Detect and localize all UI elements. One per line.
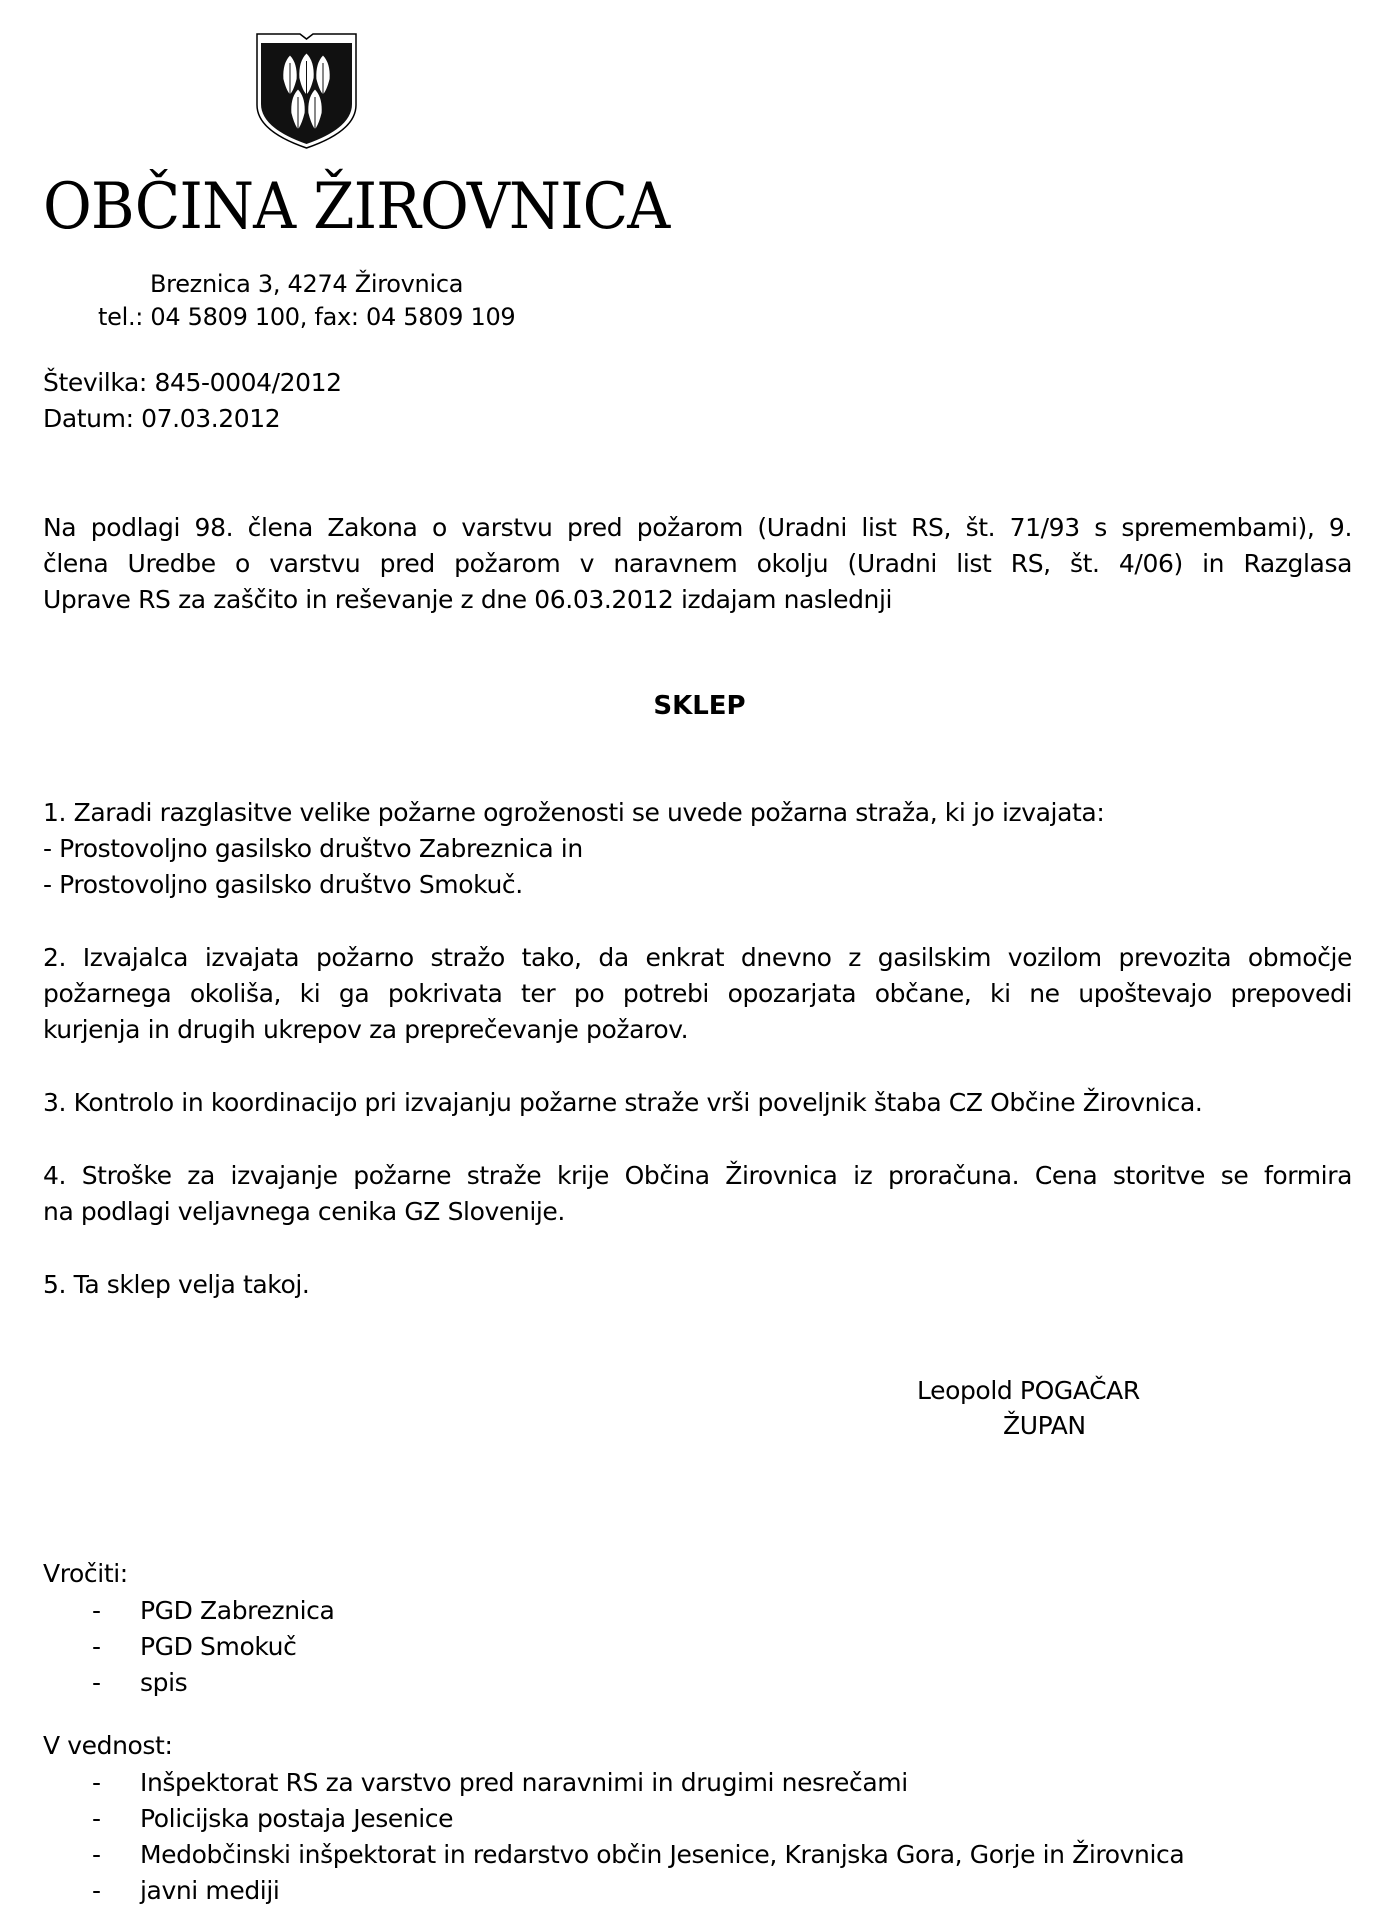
- signatory-role: ŽUPAN: [1003, 1411, 1086, 1440]
- document-number: Številka: 845-0004/2012: [43, 368, 342, 397]
- item-1-line: 1. Zaradi razglasitve velike požarne ogroženosti se uvede požarna straža, ki jo izvajata:: [43, 798, 1105, 827]
- deliver-item: spis: [140, 1668, 188, 1697]
- preamble-line: Uprave RS za zaščito in reševanje z dne 06.03.2012 izdajam naslednji: [43, 585, 893, 614]
- document-date: Datum: 07.03.2012: [43, 404, 281, 433]
- item-5-line: 5. Ta sklep velja takoj.: [43, 1270, 310, 1299]
- notify-item: Policijska postaja Jesenice: [140, 1804, 454, 1833]
- signatory-name: Leopold POGAČAR: [917, 1376, 1140, 1405]
- item-1-line: - Prostovoljno gasilsko društvo Zabreznica in: [43, 834, 583, 863]
- item-2-line: požarnega okoliša, ki ga pokrivata ter po potrebi opozarjata občane, ki ne upoštevajo prepovedi: [43, 979, 1352, 1008]
- notify-label: V vednost:: [43, 1731, 173, 1760]
- item-2-line: kurjenja in drugih ukrepov za preprečevanje požarov.: [43, 1015, 689, 1044]
- contact-info: tel.: 04 5809 100, fax: 04 5809 109: [98, 303, 516, 331]
- item-2-line: 2. Izvajalca izvajata požarno stražo tako, da enkrat dnevno z gasilskim vozilom prevozita območje: [43, 943, 1352, 972]
- deliver-label: Vročiti:: [43, 1559, 128, 1588]
- bullet-dash: -: [92, 1840, 101, 1869]
- notify-item: Inšpektorat RS za varstvo pred naravnimi in drugimi nesrečami: [140, 1768, 908, 1797]
- organization-name: OBČINA ŽIROVNICA: [43, 170, 670, 244]
- preamble-line: člena Uredbe o varstvu pred požarom v naravnem okolju (Uradni list RS, št. 4/06) in Razglasa: [43, 549, 1352, 578]
- item-3-line: 3. Kontrolo in koordinacijo pri izvajanju požarne straže vrši poveljnik štaba CZ Občine Žirovnica.: [43, 1088, 1203, 1117]
- item-4-line: na podlagi veljavnega cenika GZ Slovenije.: [43, 1197, 565, 1226]
- coat-of-arms-icon: [256, 33, 357, 149]
- deliver-item: PGD Smokuč: [140, 1632, 297, 1661]
- bullet-dash: -: [92, 1668, 101, 1697]
- bullet-dash: -: [92, 1596, 101, 1625]
- notify-item: javni mediji: [140, 1876, 280, 1905]
- bullet-dash: -: [92, 1768, 101, 1797]
- deliver-item: PGD Zabreznica: [140, 1596, 335, 1625]
- bullet-dash: -: [92, 1804, 101, 1833]
- notify-item: Medobčinski inšpektorat in redarstvo občin Jesenice, Kranjska Gora, Gorje in Žirovnica: [140, 1840, 1185, 1869]
- item-1-line: - Prostovoljno gasilsko društvo Smokuč.: [43, 870, 523, 899]
- bullet-dash: -: [92, 1632, 101, 1661]
- address: Breznica 3, 4274 Žirovnica: [150, 270, 464, 298]
- preamble-line: Na podlagi 98. člena Zakona o varstvu pred požarom (Uradni list RS, št. 71/93 s spremembami), 9.: [43, 513, 1352, 542]
- bullet-dash: -: [92, 1876, 101, 1905]
- item-4-line: 4. Stroške za izvajanje požarne straže krije Občina Žirovnica iz proračuna. Cena storitve se formira: [43, 1161, 1352, 1190]
- decision-title: SKLEP: [653, 691, 746, 721]
